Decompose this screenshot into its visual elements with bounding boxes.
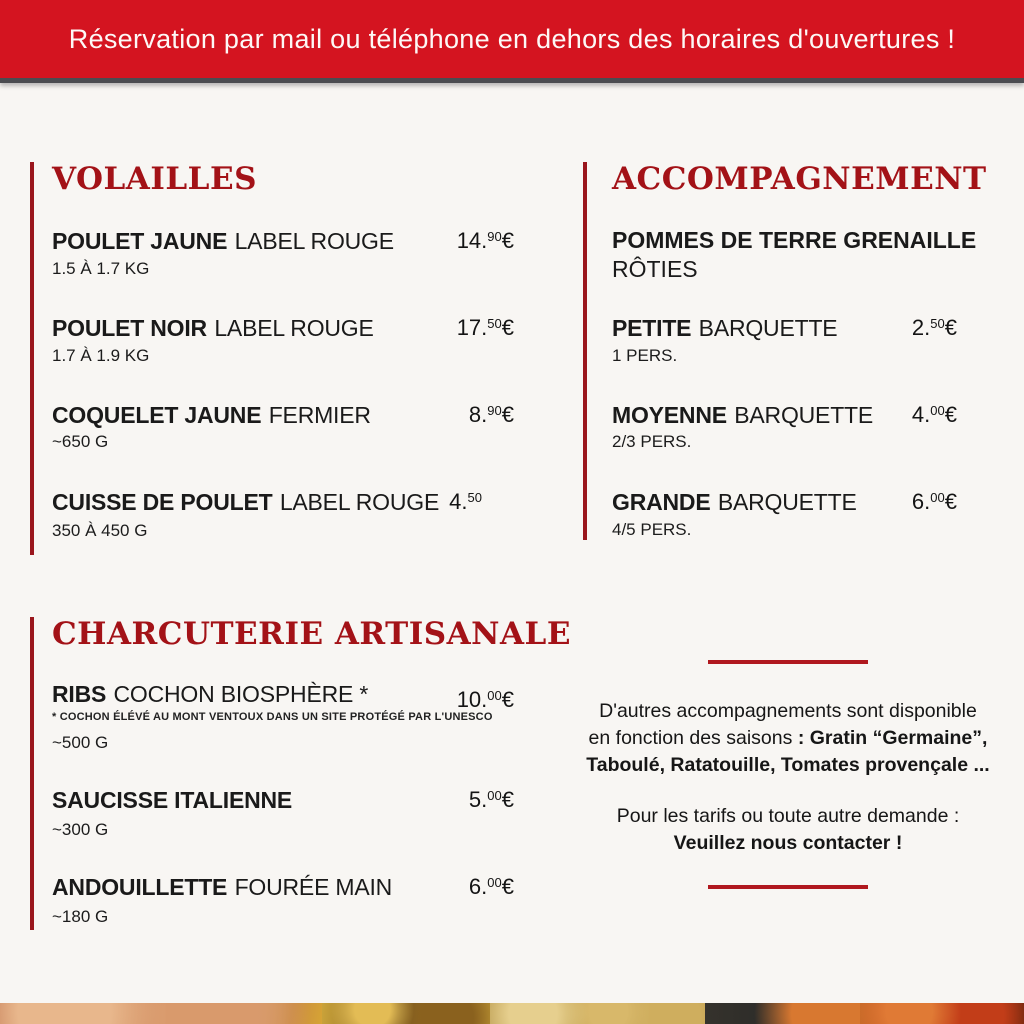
- item-weight: ~180 G: [52, 907, 109, 926]
- menu-item-petite-barquette: [612, 315, 957, 341]
- banner-text: Réservation par mail ou téléphone en dehors des horaires d'ouvertures !: [68, 23, 956, 54]
- photo-dark-dish-with-roast: [705, 1003, 860, 1024]
- menu-item-poulet-jaune: [52, 228, 514, 254]
- section-accompagnement: [583, 161, 987, 562]
- section-accent-bar: [583, 162, 587, 540]
- section-title-accompagnement: ACCOMPAGNEMENT: [612, 161, 987, 197]
- divider-rule-top: [708, 660, 868, 664]
- item-name: ANDOUILLETTE FOURÉE MAIN: [52, 874, 393, 900]
- item-name-line2: RÔTIES: [612, 256, 698, 282]
- item-price: 17.50€: [456, 315, 514, 340]
- item-weight: 1.5 À 1.7 KG: [52, 259, 150, 278]
- item-name: POULET JAUNE LABEL ROUGE: [52, 228, 394, 254]
- menu-item-moyenne-barquette: [612, 402, 957, 428]
- food-photo-strip: [0, 1003, 1024, 1024]
- item-name: GRANDE BARQUETTE: [612, 489, 857, 515]
- item-price: 8.90€: [468, 402, 514, 427]
- section-accent-bar: [30, 617, 34, 930]
- photo-grenaille-potatoes: [490, 1003, 705, 1024]
- item-weight: 1.7 À 1.9 KG: [52, 346, 150, 365]
- menu-item-grande-barquette: [612, 489, 957, 515]
- notes-paragraph-contact: Pour les tarifs ou toute autre demande : Veuillez nous contacter !: [616, 805, 960, 854]
- item-price: 4.00€: [911, 402, 957, 427]
- menu-item-andouillette: [52, 874, 514, 900]
- item-serving: 4/5 PERS.: [612, 520, 692, 539]
- menu-item-ribs: [52, 681, 514, 712]
- section-volailles: [30, 162, 514, 562]
- item-name: POMMES DE TERRE GRENAILLE: [612, 227, 977, 253]
- section-title-charcuterie: CHARCUTERIE ARTISANALE: [52, 616, 571, 652]
- divider-rule-bottom: [708, 885, 868, 889]
- item-price: 6.00€: [468, 874, 514, 899]
- menu-item-poulet-noir: [52, 315, 514, 341]
- item-name: SAUCISSE ITALIENNE: [52, 787, 293, 813]
- section-accent-bar: [30, 162, 34, 555]
- notes-paragraph-seasons: D'autres accompagnements sont disponible en fonction des saisons : Gratin “Germaine”, Taboulé, Ratatouille, Tomates provençale ...: [586, 700, 990, 776]
- section-charcuterie: [30, 616, 571, 937]
- item-serving: 1 PERS.: [612, 346, 678, 365]
- menu-item-cuisse-poulet: [52, 489, 514, 515]
- reservation-banner: [0, 0, 1024, 83]
- item-name: POULET NOIR LABEL ROUGE: [52, 315, 374, 341]
- item-price: 2.50€: [911, 315, 957, 340]
- item-name: COQUELET JAUNE FERMIER: [52, 402, 371, 428]
- menu-item-pommes-de-terre: [612, 227, 977, 253]
- item-price: 4.50: [449, 489, 482, 514]
- section-title-volailles: VOLAILLES: [52, 161, 257, 197]
- item-price: 6.00€: [911, 489, 957, 514]
- item-serving: 2/3 PERS.: [612, 432, 692, 451]
- menu-item-saucisse: [52, 787, 514, 813]
- photo-rotisserie-chicken: [0, 1003, 322, 1024]
- item-price: 10.00€: [456, 687, 514, 712]
- photo-roasted-potatoes-dark: [322, 1003, 490, 1024]
- menu-item-coquelet: [52, 402, 514, 428]
- item-name: CUISSE DE POULET LABEL ROUGE: [52, 489, 440, 515]
- item-weight: 350 À 450 G: [52, 521, 148, 540]
- item-price: 5.00€: [468, 787, 514, 812]
- item-weight: ~500 G: [52, 733, 109, 752]
- item-price: 14.90€: [456, 228, 514, 253]
- item-name: PETITE BARQUETTE: [612, 315, 838, 341]
- seasonal-notes: [582, 660, 994, 889]
- photo-tomates-provencales: [860, 1003, 1024, 1024]
- item-name: RIBS COCHON BIOSPHÈRE *: [52, 681, 369, 707]
- item-weight: ~300 G: [52, 820, 109, 839]
- item-footnote: * COCHON ÉLÉVÉ AU MONT VENTOUX DANS UN SITE PROTÉGÉ PAR L'UNESCO: [52, 711, 493, 723]
- item-weight: ~650 G: [52, 432, 109, 451]
- item-name: MOYENNE BARQUETTE: [612, 402, 874, 428]
